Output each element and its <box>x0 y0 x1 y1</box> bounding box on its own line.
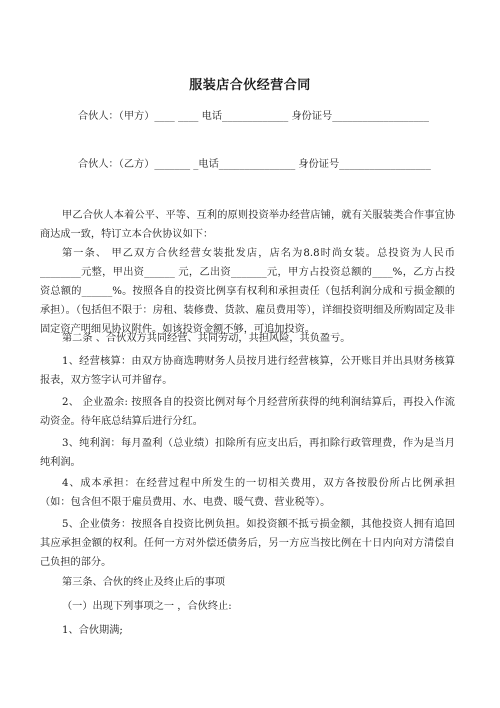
clause-surplus: 2、 企业盈余: 按照各自的投资比例对每个月经营所获得的纯利润结算后，再投入作流动资金。待年底总结算后进行分红。 <box>40 397 455 427</box>
clause-accounting: 1、经营核算：由双方协商选聘财务人员按月进行经营核算，公开账目并出具财务核算报表，双方签字认可并留存。 <box>40 356 455 386</box>
clause-net-profit: 3、纯利润：每月盈利（总业绩）扣除所有应支出后，再扣除行政管理费，作为是当月纯利润。 <box>40 438 455 468</box>
party-b-line: 合伙人：（乙方）_______ _电话_______________ 身份证号__________________ <box>78 159 431 170</box>
article-2-heading: 第二条 、合伙双方共同经营、共同劳动，共担风险，共负盈亏。 <box>62 333 351 344</box>
termination-item-1: 1、合伙期满; <box>62 625 123 636</box>
clause-cost-bearing: 4、成本承担：在经营过程中所发生的一切相关费用，双方各按股份所占比例承担（如：包含但不限于雇员费用、水、电费、暖气费、营业税等）。 <box>40 478 455 508</box>
clause-debts: 5、企业债务：按照各自投资比例负担。如投资额不抵亏损金额，其他投资人拥有追回其应承担金额的权利。任何一方对外偿还债务后，另一方应当按比例在十日内向对方清偿自己负担的部分。 <box>40 519 455 568</box>
termination-intro: （一）出现下列事项之一 ，合伙终止: <box>62 601 232 612</box>
party-a-line: 合伙人：（甲方）____ ____ 电话_____________ 身份证号___________________ <box>78 111 429 122</box>
preamble-paragraph: 甲乙合伙人本着公平、平等、互利的原则投资举办经营店铺，就有关服装类合作事宜协商达成一致，特订立本合伙协议如下： <box>40 210 455 240</box>
article-3-heading: 第三条、合伙的终止及终止后的事项 <box>62 577 225 588</box>
document-title: 服装店合伙经营合同 <box>189 78 311 93</box>
article-1-paragraph: 第一条、 甲乙双方合伙经营女装批发店，店名为8.8时尚女装。总投资为人民币________元整，甲出资______ 元，乙出资_______元，甲方占投资总额的____%，乙方占投资总额的______%。按照各自的投资比例享有权利和承担责任（包括利润分成和亏损金额的承担）。（包括但不限于：房租、装修费、货款、雇员费用等），详细投资明细及所购固定及非固定资产明细见协议附件。如该投资金额不够，可追加投资。 <box>40 248 455 335</box>
